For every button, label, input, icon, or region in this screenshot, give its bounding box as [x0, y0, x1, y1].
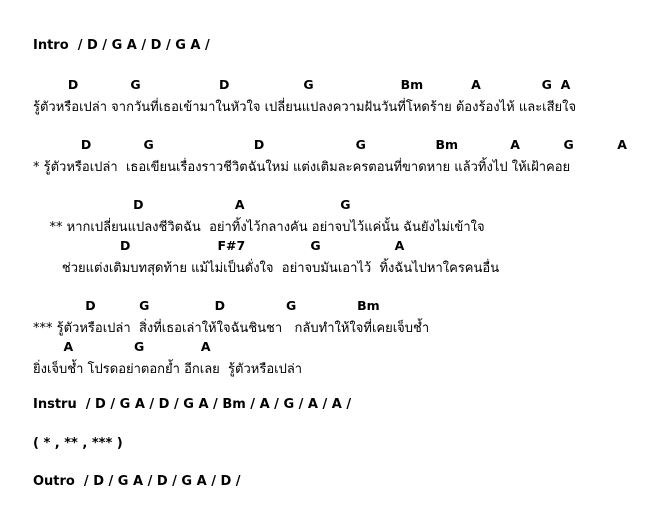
verse3-chord-line: D A G — [33, 197, 351, 212]
verse1-chord-line: D G D G Bm A G A — [33, 77, 571, 92]
verse5-chord-line: D G D G Bm — [33, 298, 380, 313]
repeat-line: ( * , ** , *** ) — [33, 436, 123, 451]
verse6-chord-line: A G A — [33, 339, 211, 354]
verse3-lyric-line: ** หากเปลี่ยนแปลงชีวิตฉัน อย่าทิ้งไว้กลางคัน อย่าจบไว้แค่นั้น ฉันยังไม่เข้าใจ — [33, 220, 485, 235]
verse4-chord-line: D F#7 G A — [33, 238, 405, 253]
intro-line: Intro / D / G A / D / G A / — [33, 38, 210, 53]
verse1-lyric-line: รู้ตัวหรือเปล่า จากวันที่เธอเข้ามาในหัวใจ เปลี่ยนแปลงความฝันวันที่โหดร้าย ต้องร้องไห้ และเสียใจ — [33, 100, 577, 115]
outro-line: Outro / D / G A / D / G A / D / — [33, 474, 241, 489]
verse6-lyric-line: ยิ่งเจ็บช้ำ โปรดอย่าตอกย้ำ อีกเลย รู้ตัวหรือเปล่า — [33, 362, 303, 377]
verse2-chord-line: D G D G Bm A G A — [33, 137, 627, 152]
verse2-lyric-line: * รู้ตัวหรือเปล่า เธอเขียนเรื่องราวชีวิตฉันใหม่ แต่งเติมละครตอนที่ขาดหาย แล้วทิ้งไป ให้เฝ้าคอย — [33, 160, 571, 175]
verse4-lyric-line: ช่วยแต่งเติมบทสุดท้าย แม้ไม่เป็นดั่งใจ อย่าจบมันเอาไว้ ทิ้งฉันไปหาใครคนอื่น — [33, 261, 500, 276]
instrumental-line: Instru / D / G A / D / G A / Bm / A / G / A / A / — [33, 397, 352, 412]
verse5-lyric-line: *** รู้ตัวหรือเปล่า สิ่งที่เธอเล่าให้ใจฉันชินชา กลับทำให้ใจที่เคยเจ็บช้ำ — [33, 321, 430, 336]
